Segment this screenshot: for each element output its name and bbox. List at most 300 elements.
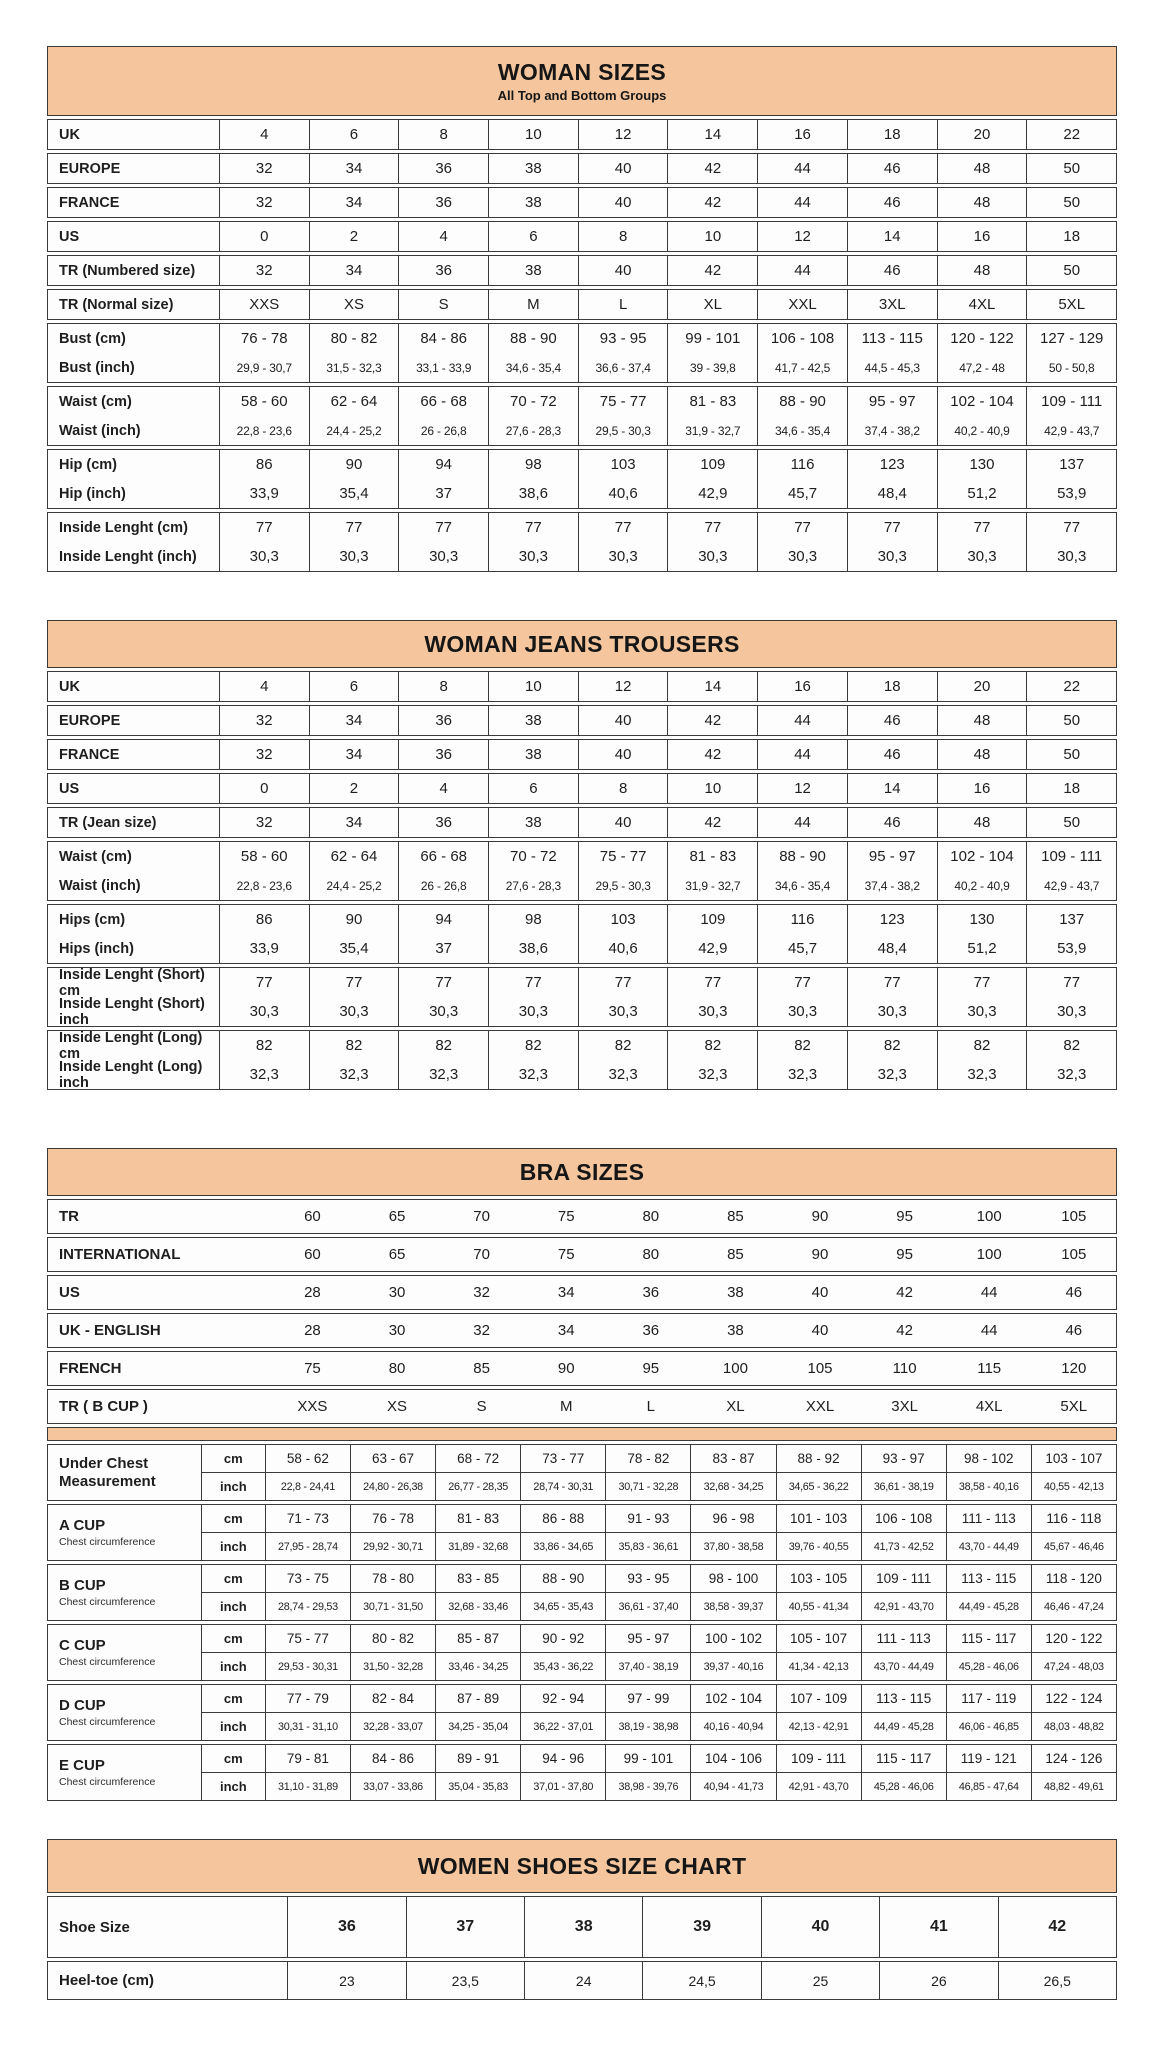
- row-label: FRANCE: [59, 746, 120, 763]
- value-cell: 50: [1026, 808, 1116, 837]
- value-cell: 28: [304, 1284, 321, 1301]
- value-cell: 44: [757, 154, 847, 183]
- value-cell: 26,5: [998, 1962, 1116, 1999]
- table-row: [48, 416, 1116, 445]
- value-cell: 6: [309, 672, 399, 701]
- value-cell: 34,65 - 35,43: [520, 1593, 605, 1620]
- table-group: [47, 705, 1117, 736]
- table-row: [202, 1772, 1116, 1800]
- value-cell: 24,5: [642, 1962, 760, 1999]
- table-row: [48, 1314, 1116, 1347]
- value-cell: 34: [309, 154, 399, 183]
- table-row: [48, 513, 1116, 542]
- value-cell: 68 - 72: [435, 1445, 520, 1472]
- value-cell: 42: [896, 1284, 913, 1301]
- value-cell: 78 - 80: [350, 1565, 435, 1592]
- table-group: [47, 1389, 1117, 1424]
- value-cell: 77: [937, 513, 1027, 542]
- value-cell: 75: [304, 1360, 321, 1377]
- value-cell: 8: [398, 672, 488, 701]
- unit-label: cm: [223, 1631, 243, 1646]
- value-cell: 123: [847, 450, 937, 479]
- value-cell: 107 - 109: [776, 1685, 861, 1712]
- value-cell: 36: [287, 1897, 405, 1957]
- value-cell: 30: [388, 1322, 406, 1339]
- value-cell: 27,6 - 28,3: [488, 871, 578, 900]
- value-cell: 90: [811, 1246, 829, 1263]
- value-cell: 73 - 77: [520, 1445, 605, 1472]
- value-cell: 83 - 85: [435, 1565, 520, 1592]
- value-cell: 32,3: [398, 1060, 488, 1089]
- value-cell: 118 - 120: [1031, 1565, 1116, 1592]
- value-cell: 28,74 - 29,53: [265, 1593, 350, 1620]
- value-cell: 42: [896, 1322, 913, 1339]
- value-cell: 40: [578, 256, 668, 285]
- value-cell: 37,4 - 38,2: [847, 871, 937, 900]
- value-cell: 12: [757, 222, 847, 251]
- value-cell: 77: [757, 513, 847, 542]
- value-cell: 40,6: [578, 934, 668, 963]
- unit-label: inch: [219, 1599, 247, 1614]
- value-cell: 88 - 90: [757, 387, 847, 416]
- value-cell: 42: [998, 1897, 1116, 1957]
- value-cell: 80: [388, 1360, 406, 1377]
- value-cell: 70 - 72: [488, 842, 578, 871]
- value-cell: 50: [1026, 188, 1116, 217]
- value-cell: 36,61 - 38,19: [861, 1473, 946, 1500]
- value-cell: 93 - 95: [605, 1565, 690, 1592]
- unit-label: inch: [219, 1539, 247, 1554]
- value-cell: M: [488, 290, 578, 319]
- value-cell: 42: [667, 154, 757, 183]
- value-cell: 115 - 117: [861, 1745, 946, 1772]
- value-cell: 33,07 - 33,86: [350, 1773, 435, 1800]
- value-cell: 33,1 - 33,9: [398, 353, 488, 382]
- value-cell: 103 - 105: [776, 1565, 861, 1592]
- value-cell: 36: [398, 154, 488, 183]
- value-cell: 94: [398, 450, 488, 479]
- table-row: [48, 1352, 1116, 1385]
- value-cell: 41,73 - 42,52: [861, 1533, 946, 1560]
- value-cell: 44: [757, 706, 847, 735]
- value-cell: 84 - 86: [398, 324, 488, 353]
- value-cell: 77: [309, 513, 399, 542]
- row-label: FRANCE: [59, 194, 120, 211]
- row-label: C CUP Chest circumference: [48, 1625, 202, 1680]
- value-cell: 29,5 - 30,3: [578, 416, 668, 445]
- value-cell: 40,6: [578, 479, 668, 508]
- value-cell: 80 - 82: [309, 324, 399, 353]
- value-cell: 106 - 108: [861, 1505, 946, 1532]
- value-cell: 82: [667, 1031, 757, 1060]
- value-cell: 90 - 92: [520, 1625, 605, 1652]
- value-cell: 105 - 107: [776, 1625, 861, 1652]
- value-cell: 48: [937, 256, 1027, 285]
- value-cell: 28,74 - 30,31: [520, 1473, 605, 1500]
- unit-label: cm: [223, 1751, 243, 1766]
- value-cell: 38: [488, 256, 578, 285]
- value-cell: 8: [578, 774, 668, 803]
- value-cell: 103: [578, 905, 668, 934]
- table-row: [48, 1276, 1116, 1309]
- table-group: [47, 153, 1117, 184]
- row-label: E CUP Chest circumference: [48, 1745, 202, 1800]
- value-cell: 40: [578, 740, 668, 769]
- value-cell: 6: [309, 120, 399, 149]
- table-row: [48, 120, 1116, 149]
- value-cell: S: [398, 290, 488, 319]
- value-cell: 77: [1026, 968, 1116, 997]
- value-cell: 70: [473, 1208, 490, 1225]
- table-group: [47, 1684, 1117, 1741]
- value-cell: 46: [1065, 1284, 1083, 1301]
- value-cell: 48,4: [847, 934, 937, 963]
- value-cell: 30,3: [309, 997, 399, 1026]
- value-cell: 40,16 - 40,94: [690, 1713, 775, 1740]
- value-cell: 44: [980, 1322, 998, 1339]
- value-cell: 58 - 62: [265, 1445, 350, 1472]
- value-cell: 18: [1026, 222, 1116, 251]
- table-group: [47, 807, 1117, 838]
- row-label: EUROPE: [59, 160, 121, 177]
- divider-strip: [47, 1427, 1117, 1441]
- value-cell: 45,67 - 46,46: [1031, 1533, 1116, 1560]
- value-cell: 46,46 - 47,24: [1031, 1593, 1116, 1620]
- row-label: TR (Jean size): [59, 814, 157, 831]
- table-row: [48, 450, 1116, 479]
- value-cell: 77: [488, 968, 578, 997]
- value-cell: 40: [578, 154, 668, 183]
- value-cell: 32,3: [488, 1060, 578, 1089]
- value-cell: 38: [488, 740, 578, 769]
- row-label: Heel-toe (cm): [59, 1972, 155, 1989]
- value-cell: 2: [309, 222, 399, 251]
- row-label: EUROPE: [59, 712, 121, 729]
- value-cell: 20: [937, 120, 1027, 149]
- value-cell: 31,5 - 32,3: [309, 353, 399, 382]
- table-row: [202, 1532, 1116, 1560]
- row-label: UK: [59, 126, 80, 143]
- row-label: A CUP Chest circumference: [48, 1505, 202, 1560]
- value-cell: 51,2: [937, 934, 1027, 963]
- unit-label: cm: [223, 1571, 243, 1586]
- table-group: [47, 1030, 1117, 1090]
- value-cell: 44: [757, 188, 847, 217]
- value-cell: 42,91 - 43,70: [776, 1773, 861, 1800]
- value-cell: 18: [847, 120, 937, 149]
- value-cell: 34,6 - 35,4: [757, 416, 847, 445]
- value-cell: 42: [667, 706, 757, 735]
- value-cell: 42,9 - 43,7: [1026, 416, 1116, 445]
- value-cell: 42: [667, 808, 757, 837]
- value-cell: 37: [398, 479, 488, 508]
- value-cell: 26 - 26,8: [398, 416, 488, 445]
- value-cell: 24: [524, 1962, 642, 1999]
- value-cell: 40: [811, 1322, 829, 1339]
- value-cell: 32,3: [1026, 1060, 1116, 1089]
- value-cell: 47,2 - 48: [937, 353, 1027, 382]
- value-cell: 30,3: [847, 997, 937, 1026]
- table-group: [47, 1237, 1117, 1272]
- value-cell: 90: [557, 1360, 575, 1377]
- value-cell: 82: [488, 1031, 578, 1060]
- table-row: [48, 353, 1116, 382]
- table-group: [47, 1896, 1117, 1958]
- value-cell: 110: [892, 1360, 917, 1377]
- value-cell: 29,9 - 30,7: [219, 353, 309, 382]
- value-cell: 98: [488, 905, 578, 934]
- value-cell: 32,68 - 33,46: [435, 1593, 520, 1620]
- value-cell: 30: [388, 1284, 406, 1301]
- value-cell: 30,3: [398, 542, 488, 571]
- value-cell: 116: [757, 905, 847, 934]
- table-row: [48, 154, 1116, 183]
- value-cell: 46: [847, 188, 937, 217]
- value-cell: 38: [488, 154, 578, 183]
- value-cell: 36: [398, 740, 488, 769]
- value-cell: 113 - 115: [847, 324, 937, 353]
- value-cell: XS: [387, 1398, 408, 1415]
- bra-sizes-table: [47, 1148, 1117, 1801]
- value-cell: 30,3: [757, 997, 847, 1026]
- value-cell: 36: [398, 706, 488, 735]
- value-cell: 0: [219, 222, 309, 251]
- table-group: [47, 386, 1117, 446]
- value-cell: 96 - 98: [690, 1505, 775, 1532]
- value-cell: 122 - 124: [1031, 1685, 1116, 1712]
- value-cell: 40,55 - 41,34: [776, 1593, 861, 1620]
- value-cell: 16: [937, 774, 1027, 803]
- row-label: Inside Lenght (inch): [59, 548, 197, 565]
- value-cell: 38: [488, 188, 578, 217]
- value-cell: 113 - 115: [946, 1565, 1031, 1592]
- value-cell: 46: [847, 256, 937, 285]
- value-cell: 4XL: [975, 1398, 1003, 1415]
- value-cell: 41,34 - 42,13: [776, 1653, 861, 1680]
- value-cell: 109 - 111: [1026, 842, 1116, 871]
- value-cell: XS: [309, 290, 399, 319]
- value-cell: 109 - 111: [861, 1565, 946, 1592]
- value-cell: 39,76 - 40,55: [776, 1533, 861, 1560]
- unit-label: cm: [223, 1691, 243, 1706]
- unit-label: inch: [219, 1659, 247, 1674]
- table-row: [48, 842, 1116, 871]
- value-cell: 38,58 - 39,37: [690, 1593, 775, 1620]
- table-row: [202, 1685, 1116, 1712]
- table-group: [47, 841, 1117, 901]
- value-cell: 100: [976, 1208, 1002, 1225]
- value-cell: 95 - 97: [847, 842, 937, 871]
- value-cell: 75 - 77: [265, 1625, 350, 1652]
- value-cell: 48,03 - 48,82: [1031, 1713, 1116, 1740]
- table-group: [47, 1351, 1117, 1386]
- value-cell: 62 - 64: [309, 842, 399, 871]
- table-title: WOMAN JEANS TROUSERS: [424, 630, 740, 657]
- value-cell: 77: [667, 513, 757, 542]
- table-group: [47, 1961, 1117, 2000]
- value-cell: 30,3: [488, 542, 578, 571]
- value-cell: 30,3: [578, 542, 668, 571]
- value-cell: 36: [398, 188, 488, 217]
- value-cell: 86 - 88: [520, 1505, 605, 1532]
- value-cell: 37,40 - 38,19: [605, 1653, 690, 1680]
- value-cell: 5XL: [1026, 290, 1116, 319]
- value-cell: 102 - 104: [690, 1685, 775, 1712]
- value-cell: 82: [219, 1031, 309, 1060]
- row-label: Inside Lenght (Short) cm: [59, 966, 205, 999]
- value-cell: 111 - 113: [946, 1505, 1031, 1532]
- value-cell: 44,49 - 45,28: [861, 1713, 946, 1740]
- value-cell: 85 - 87: [435, 1625, 520, 1652]
- value-cell: 8: [578, 222, 668, 251]
- value-cell: 32: [473, 1284, 490, 1301]
- value-cell: 30,3: [667, 997, 757, 1026]
- value-cell: 109: [667, 905, 757, 934]
- unit-label: cm: [223, 1451, 243, 1466]
- value-cell: 82 - 84: [350, 1685, 435, 1712]
- value-cell: 40: [578, 188, 668, 217]
- row-label: Waist (cm): [59, 393, 132, 410]
- table-row: [202, 1712, 1116, 1740]
- value-cell: 48: [937, 808, 1027, 837]
- table-row: [48, 290, 1116, 319]
- value-cell: 77: [847, 513, 937, 542]
- row-label: US: [59, 228, 80, 245]
- value-cell: 88 - 90: [757, 842, 847, 871]
- row-label: Inside Lenght (cm): [59, 519, 188, 536]
- value-cell: 20: [937, 672, 1027, 701]
- value-cell: 95 - 97: [605, 1625, 690, 1652]
- value-cell: 34: [309, 706, 399, 735]
- value-cell: 22,8 - 24,41: [265, 1473, 350, 1500]
- value-cell: 80: [642, 1208, 660, 1225]
- value-cell: 109 - 111: [1026, 387, 1116, 416]
- value-cell: 77: [757, 968, 847, 997]
- value-cell: 95: [896, 1208, 913, 1225]
- value-cell: 109 - 111: [776, 1745, 861, 1772]
- value-cell: 30,71 - 32,28: [605, 1473, 690, 1500]
- value-cell: 28: [304, 1322, 321, 1339]
- value-cell: 85: [727, 1246, 744, 1263]
- value-cell: 130: [937, 905, 1027, 934]
- value-cell: 42: [667, 740, 757, 769]
- value-cell: 12: [578, 120, 668, 149]
- value-cell: 115: [977, 1360, 1002, 1377]
- bra-sizes-header: [47, 1148, 1117, 1196]
- value-cell: 29,53 - 30,31: [265, 1653, 350, 1680]
- value-cell: 66 - 68: [398, 387, 488, 416]
- row-label: D CUP Chest circumference: [48, 1685, 202, 1740]
- value-cell: 18: [847, 672, 937, 701]
- value-cell: 50 - 50,8: [1026, 353, 1116, 382]
- value-cell: 3XL: [891, 1398, 918, 1415]
- row-label: Hip (inch): [59, 485, 126, 502]
- value-cell: 27,95 - 28,74: [265, 1533, 350, 1560]
- value-cell: 100 - 102: [690, 1625, 775, 1652]
- table-group: [47, 1504, 1117, 1561]
- value-cell: 44,5 - 45,3: [847, 353, 937, 382]
- value-cell: 32: [219, 154, 309, 183]
- value-cell: 30,3: [398, 997, 488, 1026]
- value-cell: 105: [1061, 1208, 1087, 1225]
- value-cell: 30,3: [1026, 542, 1116, 571]
- table-row: [48, 1897, 1116, 1957]
- table-row: [48, 706, 1116, 735]
- value-cell: 99 - 101: [667, 324, 757, 353]
- table-row: [48, 968, 1116, 997]
- value-cell: 27,6 - 28,3: [488, 416, 578, 445]
- table-row: [48, 740, 1116, 769]
- value-cell: 30,3: [937, 997, 1027, 1026]
- value-cell: XL: [726, 1398, 745, 1415]
- value-cell: 14: [667, 120, 757, 149]
- value-cell: 46,06 - 46,85: [946, 1713, 1031, 1740]
- value-cell: 10: [488, 120, 578, 149]
- value-cell: 26: [879, 1962, 997, 1999]
- value-cell: 95: [896, 1246, 913, 1263]
- table-row: [48, 1031, 1116, 1060]
- table-group: [47, 967, 1117, 1027]
- value-cell: 18: [1026, 774, 1116, 803]
- table-row: [48, 905, 1116, 934]
- value-cell: 80 - 82: [350, 1625, 435, 1652]
- value-cell: 36,61 - 37,40: [605, 1593, 690, 1620]
- row-label: TR: [59, 1208, 79, 1225]
- value-cell: 42: [667, 188, 757, 217]
- value-cell: 39: [642, 1897, 760, 1957]
- value-cell: 87 - 89: [435, 1685, 520, 1712]
- value-cell: 89 - 91: [435, 1745, 520, 1772]
- table-group: [47, 1624, 1117, 1681]
- value-cell: 84 - 86: [350, 1745, 435, 1772]
- unit-label: inch: [219, 1719, 247, 1734]
- value-cell: 45,7: [757, 934, 847, 963]
- table-row: [48, 188, 1116, 217]
- table-row: [48, 387, 1116, 416]
- value-cell: 81 - 83: [667, 387, 757, 416]
- value-cell: 48: [937, 154, 1027, 183]
- table-group: [47, 323, 1117, 383]
- value-cell: 40: [578, 808, 668, 837]
- value-cell: 14: [667, 672, 757, 701]
- value-cell: 50: [1026, 706, 1116, 735]
- value-cell: 38,98 - 39,76: [605, 1773, 690, 1800]
- value-cell: 5XL: [1060, 1398, 1088, 1415]
- value-cell: 77: [578, 513, 668, 542]
- value-cell: 34: [557, 1284, 575, 1301]
- bra-sizes-body: [47, 1199, 1117, 1801]
- table-title: WOMEN SHOES SIZE CHART: [417, 1852, 747, 1879]
- value-cell: 85: [473, 1360, 490, 1377]
- value-cell: 43,70 - 44,49: [861, 1653, 946, 1680]
- value-cell: 123: [847, 905, 937, 934]
- value-cell: XXS: [219, 290, 309, 319]
- value-cell: 40,2 - 40,9: [937, 871, 1027, 900]
- value-cell: 77: [667, 968, 757, 997]
- table-row: [202, 1652, 1116, 1680]
- value-cell: 116: [757, 450, 847, 479]
- value-cell: 34,65 - 36,22: [776, 1473, 861, 1500]
- value-cell: 120 - 122: [1031, 1625, 1116, 1652]
- value-cell: 45,7: [757, 479, 847, 508]
- value-cell: 31,50 - 32,28: [350, 1653, 435, 1680]
- value-cell: 30,3: [847, 542, 937, 571]
- value-cell: 32,28 - 33,07: [350, 1713, 435, 1740]
- value-cell: 82: [757, 1031, 847, 1060]
- value-cell: 103 - 107: [1031, 1445, 1116, 1472]
- value-cell: 34: [309, 740, 399, 769]
- value-cell: 102 - 104: [937, 842, 1027, 871]
